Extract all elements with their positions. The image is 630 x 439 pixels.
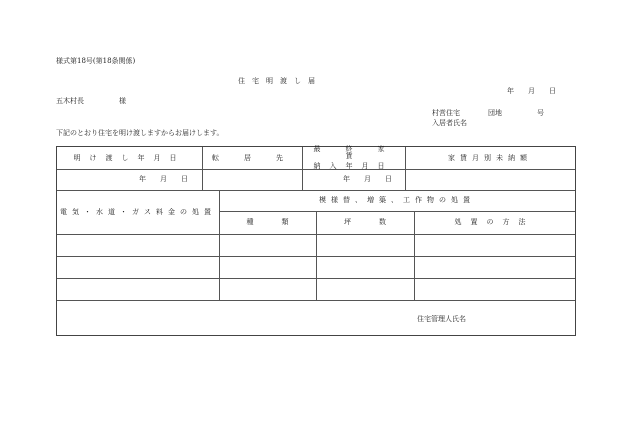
- header-final-rent-date: [302, 145, 410, 170]
- addressee: 五木村長 様: [56, 97, 126, 105]
- header-method: 処置の方法: [454, 218, 535, 226]
- header-type: 種 類: [246, 218, 289, 226]
- housing-line: 村営住宅 団地 号: [432, 109, 544, 117]
- housing-manager-label: 住宅管理人氏名: [417, 315, 466, 323]
- form-reference: 様式第18号(第18条関係): [56, 57, 136, 65]
- header-utility-disposition: 電気・水道・ガス料金の処置: [60, 207, 216, 216]
- header-handover-date: 明け渡し年月日: [73, 153, 186, 162]
- header-final-rent-line1: 最 終 家 賃: [313, 145, 410, 160]
- header-destination: 転 居 先: [212, 153, 292, 162]
- move-out-form-table: [56, 146, 576, 336]
- notice-text: 下記のとおり住宅を明け渡しますからお届けします。: [56, 129, 224, 137]
- tenant-name-label: 入居者氏名: [432, 119, 467, 127]
- handover-date-value: 年 月 日: [139, 175, 188, 183]
- header-renovation-disposition: 模様替、増築、工作物の処置: [319, 196, 475, 204]
- header-area: 坪 数: [344, 218, 386, 226]
- form-title: 住 宅 明 渡 し 届: [238, 77, 315, 85]
- header-final-rent-line2: 納入年月日: [313, 162, 394, 170]
- final-rent-date-value: 年 月 日: [343, 175, 392, 183]
- header-unpaid-rent: 家賃月別未納額: [448, 153, 532, 162]
- date-line: 年 月 日: [507, 87, 556, 95]
